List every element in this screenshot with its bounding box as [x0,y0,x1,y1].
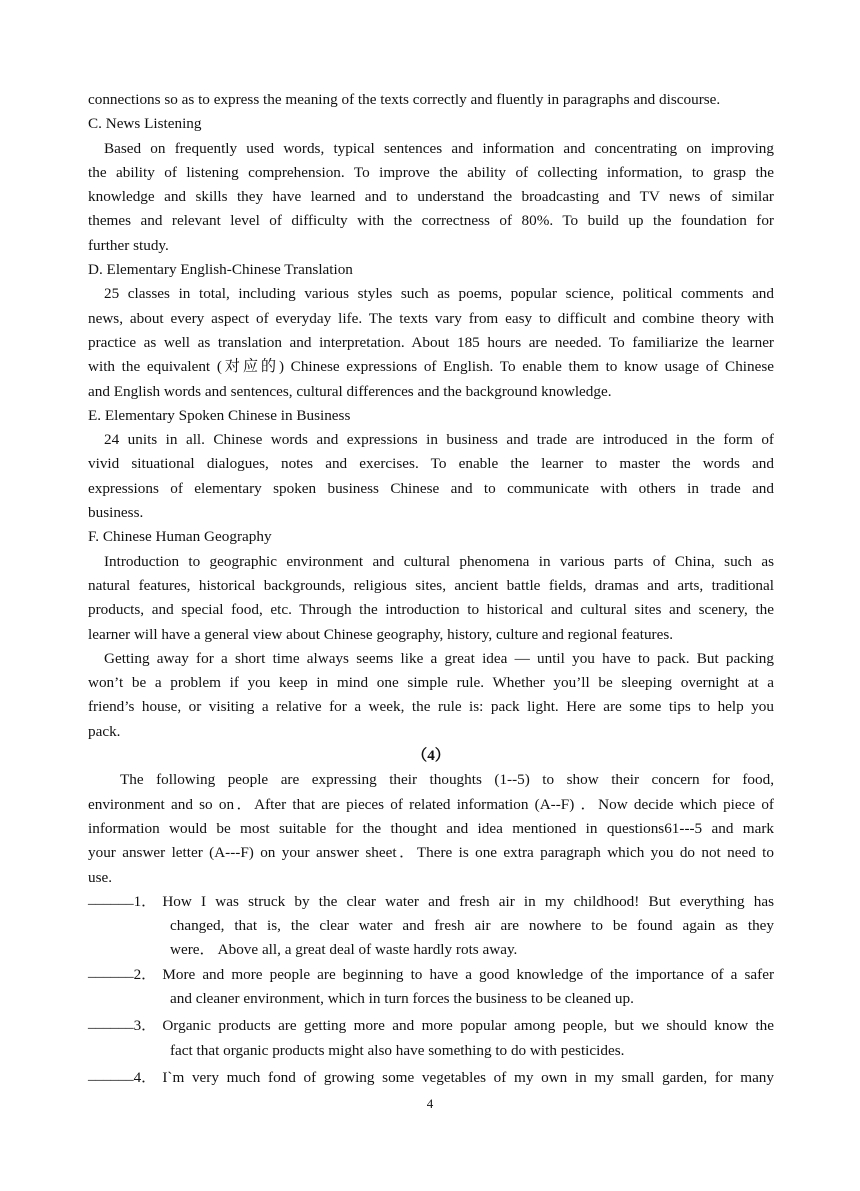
text-line: learner will have a general view about Chinese geography, history, culture and regional features. [88,625,674,643]
question-list [88,890,774,1090]
answer-blank[interactable]: ______ [88,1014,134,1032]
question-item-1 [88,890,774,963]
page-number: 4 [426,1096,434,1111]
text-line: 24 units in all. Chinese words and expressions in business and trade are introduced in the form of [104,431,774,449]
question-item-2 [88,963,774,1012]
paragraph-spoken-chinese [88,428,774,525]
text-line: news, about every aspect of everyday life. The texts vary from easy to difficult and combine theory with [88,309,774,327]
question-text: and cleaner environment, which in turn forces the business to be cleaned up. [170,989,634,1007]
paragraph-geography [88,550,774,647]
answer-blank[interactable]: ______ [88,1065,134,1083]
text-line: connections so as to express the meaning of the texts correctly and fluently in paragraphs and discourse. [88,91,721,108]
section-heading-d: D. Elementary English-Chinese Translation [88,261,353,279]
text-line: friend’s house, or visiting a relative for a week, the rule is: pack light. Here are some tips to help you [88,698,774,716]
question-text: More and more people are beginning to have a good knowledge of the importance of a safer [162,965,774,983]
question-number: 1． [133,892,157,910]
text-line: environment and so on．After that are pieces of related information (A--F) ．Now decide which piece of [88,795,774,813]
answer-blank[interactable]: ______ [88,889,134,907]
question-text: I`m very much fond of growing some vegetables of my own in my small garden, for many [162,1068,774,1086]
paragraph-translation [88,282,774,403]
question-text: fact that organic products might also have something to do with pesticides. [170,1041,625,1059]
text-line: The following people are expressing their thoughts (1--5) to show their concern for food, [120,771,774,789]
section-heading-f: F. Chinese Human Geography [88,528,272,546]
text-line: with the equivalent (对应的) Chinese expressions of English. To enable them to know usage of Chinese [88,358,774,376]
text-line: Getting away for a short time always seems like a great idea — until you have to pack. But packing [104,649,774,667]
text-line: won’t be a problem if you keep in mind one simple rule. Whether you’ll be sleeping overnight at a [88,674,774,692]
text-line: your answer letter (A---F) on your answer sheet．There is one extra paragraph which you do not need to [88,844,774,862]
text-line: use. [88,868,113,886]
text-line: and English words and sentences, cultural differences and the background knowledge. [88,382,612,400]
text-line: practice as well as translation and interpretation. About 185 hours are needed. To familiarize the learner [88,333,774,351]
question-text: changed, that is, the clear water and fresh air are nowhere to be found again as they [170,917,774,935]
section-heading-e: E. Elementary Spoken Chinese in Business [88,406,351,424]
section-heading-c: C. News Listening [88,115,202,133]
question-item-3 [88,1014,774,1063]
text-line: business. [88,504,144,522]
text-line: further study. [88,236,169,254]
text-line: pack. [88,722,121,740]
paragraph-news-listening [88,137,774,258]
question-number: 3． [133,1017,157,1035]
text-line: 25 classes in total, including various styles such as poems, popular science, political comments and [104,285,774,303]
section-number-title: （4） [412,747,450,765]
question-number: 2． [133,965,157,983]
question-item-4 [88,1066,774,1090]
text-line: knowledge and skills they have learned and to understand the broadcasting and TV news of similar [88,188,774,206]
question-text: Organic products are getting more and more popular among people, but we should know the [162,1017,774,1035]
paragraph-packing [88,647,774,744]
question-number: 4． [133,1068,157,1086]
text-line: Based on frequently used words, typical sentences and information and concentrating on improving [104,139,774,157]
text-line: natural features, historical backgrounds, religious sites, ancient battle fields, dramas and arts, traditional [88,576,774,594]
text-line: themes and relevant level of difficulty with the correctness of 80%. To build up the foundation for [88,212,774,230]
document-body [88,88,774,1090]
question-text: How I was struck by the clear water and fresh air in my childhood! But everything has [162,892,774,910]
text-line: expressions of elementary spoken business Chinese and to communicate with others in trade and [88,479,774,497]
text-line: information would be most suitable for the thought and idea mentioned in questions61---5 and mark [88,819,774,837]
text-line: products, and special food, etc. Through the introduction to historical and cultural sites and scenery, the [88,601,774,619]
text-line: Introduction to geographic environment and cultural phenomena in various parts of China, such as [104,552,774,570]
text-line: the ability of listening comprehension. To improve the ability of collecting information, to grasp the [88,163,774,181]
instructions-paragraph [88,768,774,889]
answer-blank[interactable]: ______ [88,962,134,980]
text-line: vivid situational dialogues, notes and exercises. To enable the learner to master the words and [88,455,774,473]
question-text: were． Above all, a great deal of waste hardly rots away. [170,941,518,959]
